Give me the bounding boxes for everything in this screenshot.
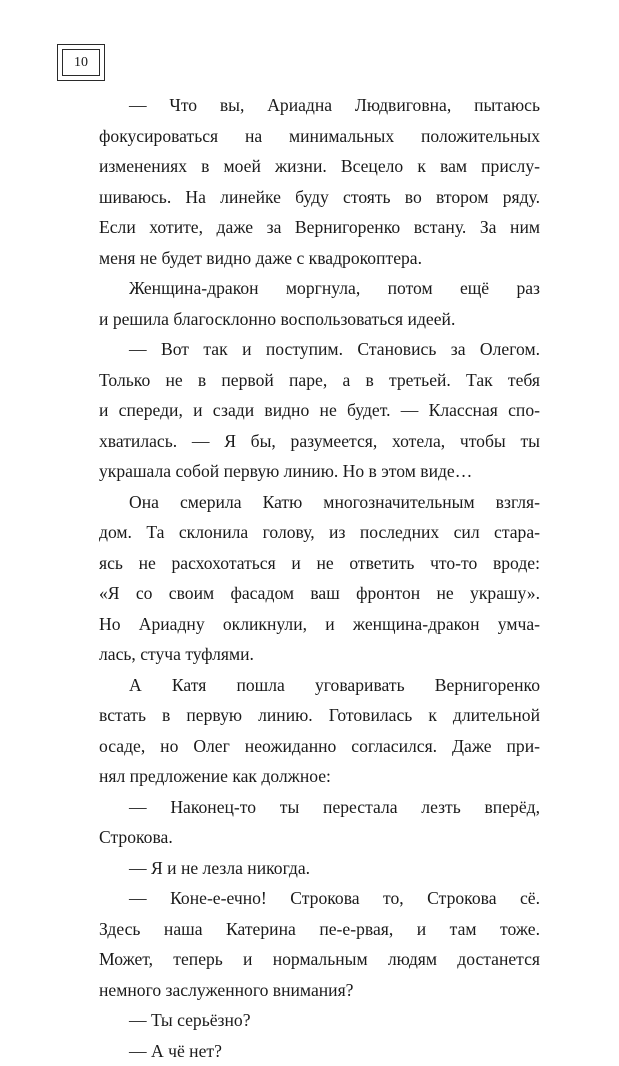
text-line: осаде, но Олег неожиданно согласился. Даже при-	[99, 731, 540, 762]
text-line: — Наконец-то ты перестала лезть вперёд,	[99, 792, 540, 823]
text-line: дом. Та склонила голову, из последних сил стара-	[99, 517, 540, 548]
text-line: — Я и не лезла никогда.	[99, 853, 540, 884]
text-line: Если хотите, даже за Вернигоренко встану. За ним	[99, 212, 540, 243]
text-line: — Ты серьёзно?	[99, 1005, 540, 1036]
text-line: и спереди, и сзади видно не будет. — Классная спо-	[99, 395, 540, 426]
text-line: меня не будет видно даже с квадрокоптера.	[99, 243, 540, 274]
text-line: ясь не расхохотаться и не ответить что-то вроде:	[99, 548, 540, 579]
text-line: — Коне-е-ечно! Строкова то, Строкова сё.	[99, 883, 540, 914]
body-text	[99, 90, 540, 1066]
text-line: изменениях в моей жизни. Всецело к вам прислу-	[99, 151, 540, 182]
text-line: «Я со своим фасадом ваш фронтон не украшу».	[99, 578, 540, 609]
text-line: Но Ариадну окликнули, и женщина-дракон умча-	[99, 609, 540, 640]
page-number: 10	[62, 49, 100, 76]
text-line: — А чё нет?	[99, 1036, 540, 1066]
text-line: Только не в первой паре, а в третьей. Так тебя	[99, 365, 540, 396]
text-line: украшала собой первую линию. Но в этом виде…	[99, 456, 540, 487]
text-line: Здесь наша Катерина пе-е-рвая, и там тоже.	[99, 914, 540, 945]
text-line: шиваюсь. На линейке буду стоять во втором ряду.	[99, 182, 540, 213]
text-line: нял предложение как должное:	[99, 761, 540, 792]
text-line: А Катя пошла уговаривать Вернигоренко	[99, 670, 540, 701]
text-line: встать в первую линию. Готовилась к длительной	[99, 700, 540, 731]
text-line: — Что вы, Ариадна Людвиговна, пытаюсь	[99, 90, 540, 121]
page-number-frame	[57, 44, 105, 81]
text-line: немного заслуженного внимания?	[99, 975, 540, 1006]
text-line: Женщина-дракон моргнула, потом ещё раз	[99, 273, 540, 304]
text-line: — Вот так и поступим. Становись за Олегом.	[99, 334, 540, 365]
text-line: хватилась. — Я бы, разумеется, хотела, чтобы ты	[99, 426, 540, 457]
text-line: фокусироваться на минимальных положительных	[99, 121, 540, 152]
text-line: Она смерила Катю многозначительным взгля-	[99, 487, 540, 518]
text-line: Строкова.	[99, 822, 540, 853]
text-line: Может, теперь и нормальным людям достанется	[99, 944, 540, 975]
text-line: и решила благосклонно воспользоваться идеей.	[99, 304, 540, 335]
text-line: лась, стуча туфлями.	[99, 639, 540, 670]
